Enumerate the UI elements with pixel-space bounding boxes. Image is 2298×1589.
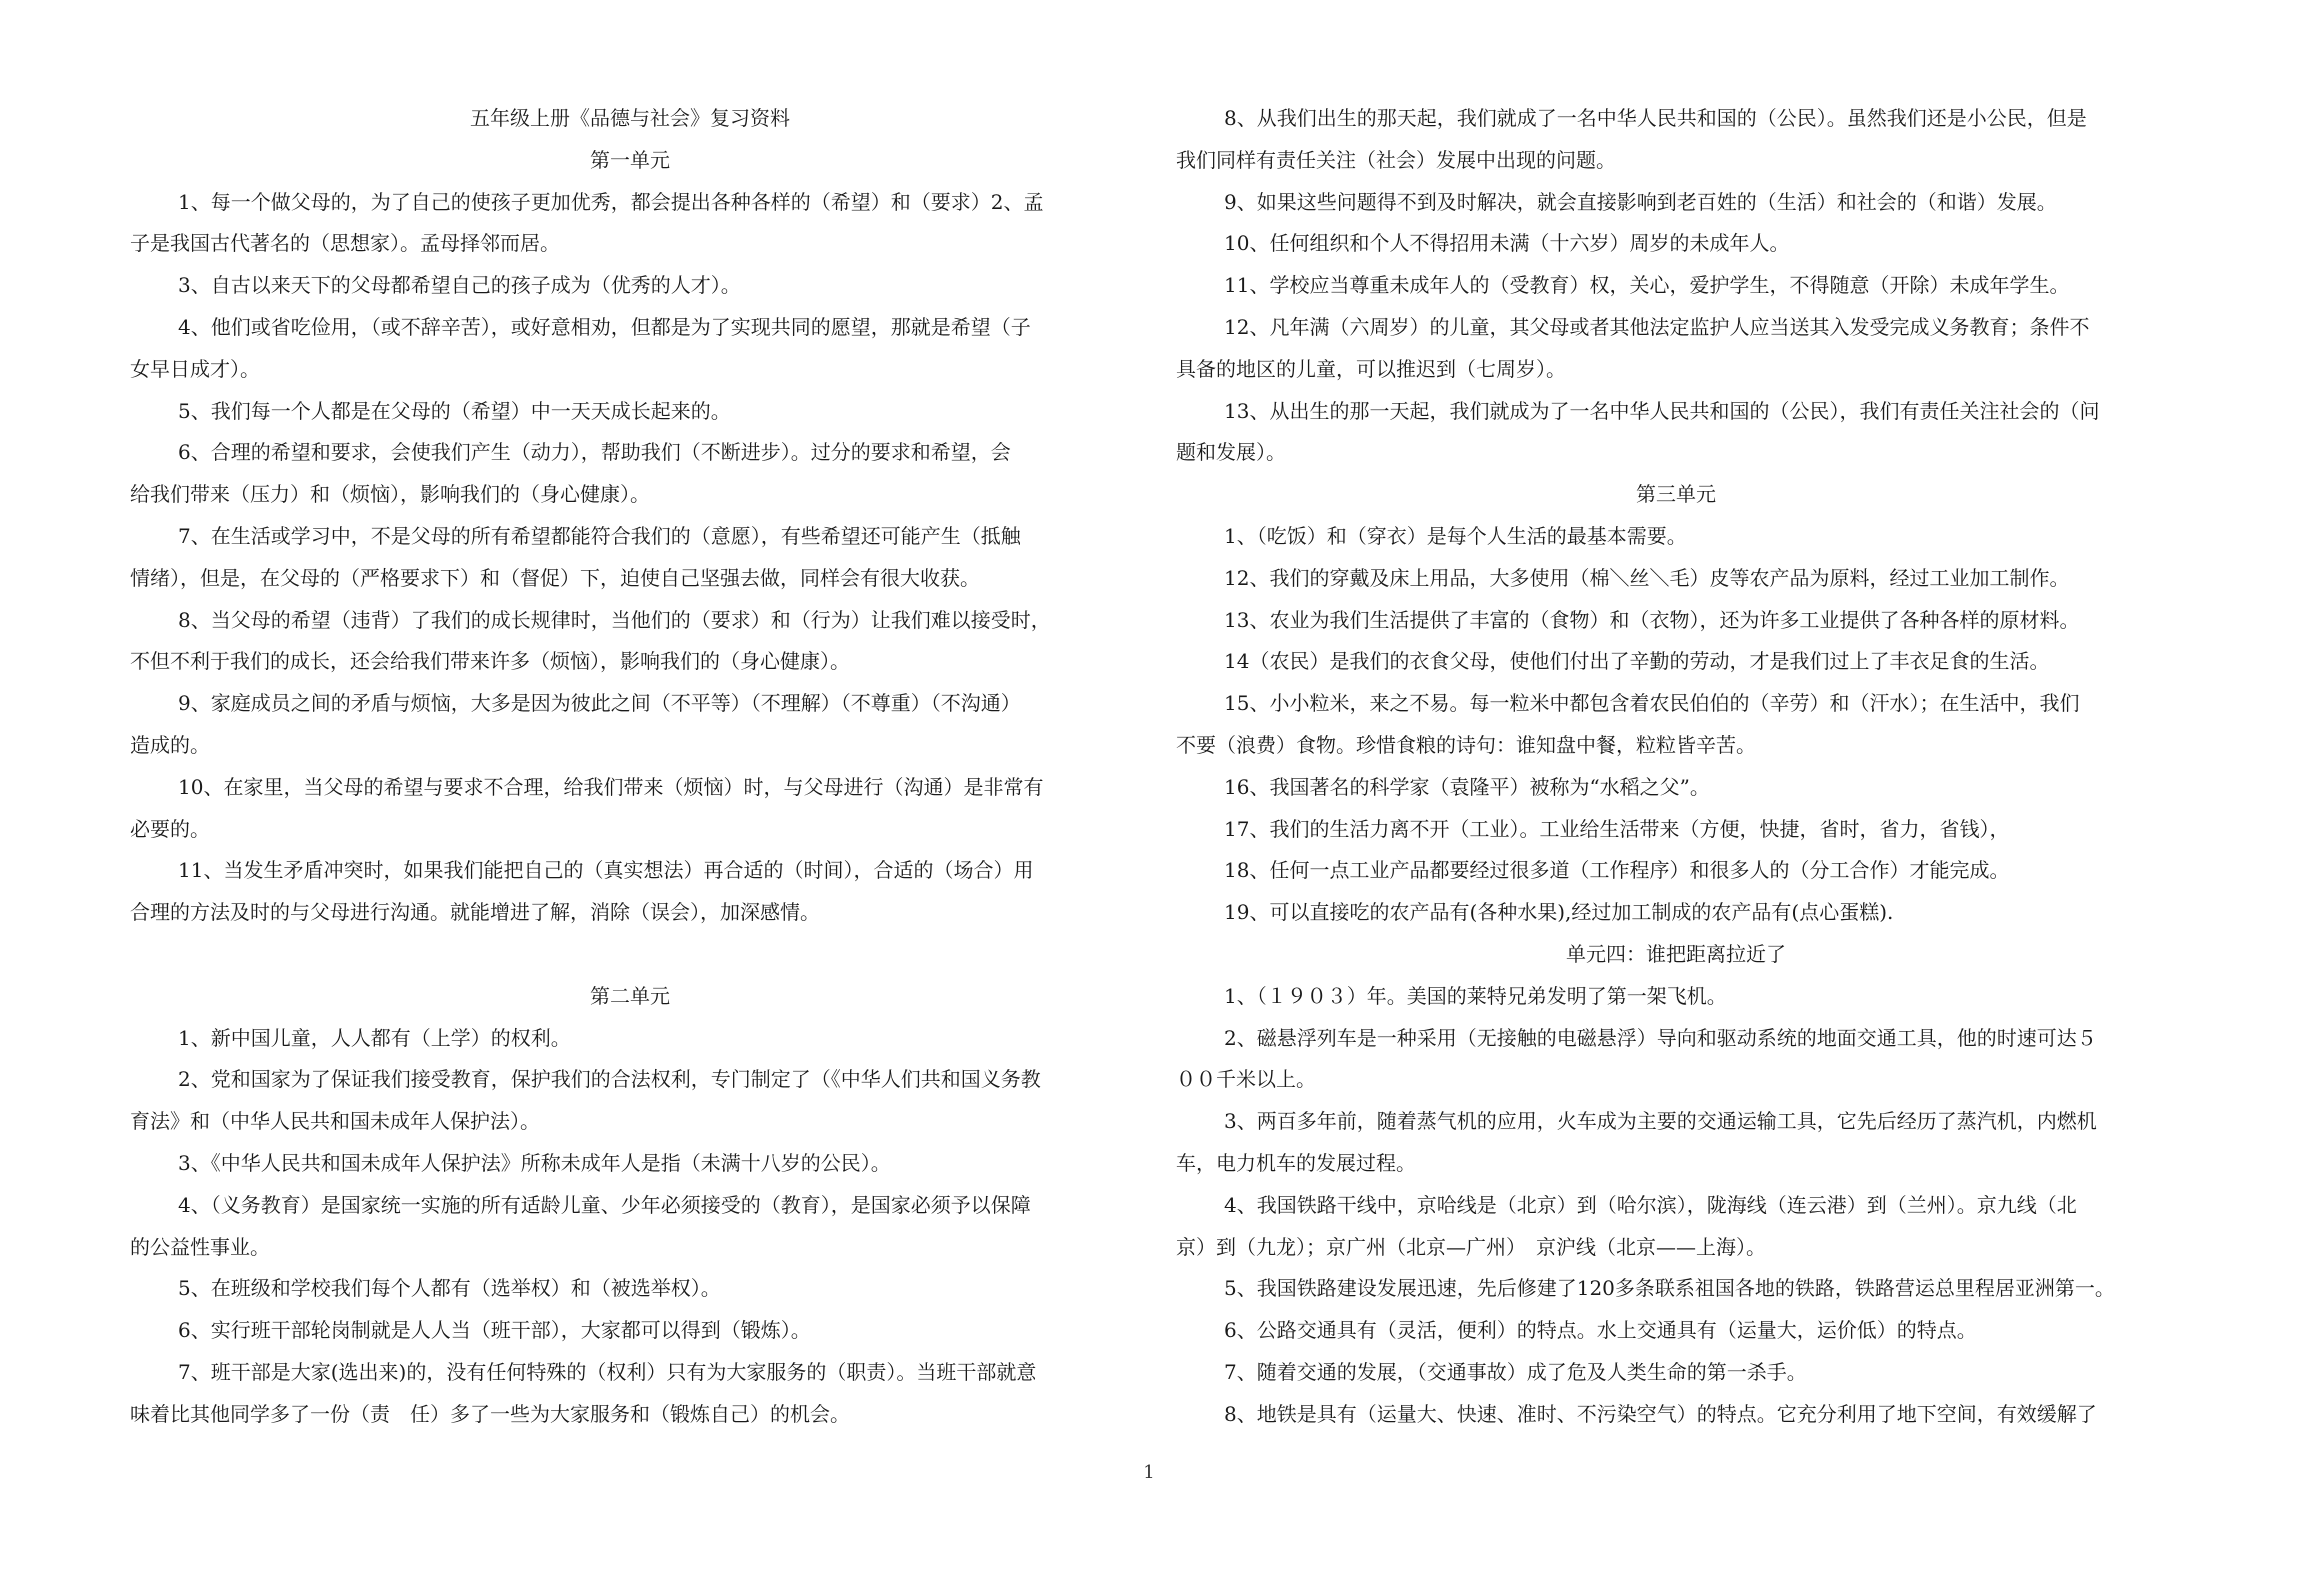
text-line: 不要（浪费）食物。珍惜食粮的诗句：谁知盘中餐，粒粒皆辛苦。 (1176, 732, 1756, 757)
text-line: 19、可以直接吃的农产品有(各种水果),经过加工制成的农产品有(点心蛋糕). (1224, 900, 1894, 925)
text-line: 1、（１９０３）年。美国的莱特兄弟发明了第一架飞机。 (1224, 983, 1727, 1008)
text-line: 9、家庭成员之间的矛盾与烦恼，大多是因为彼此之间（不平等）（不理解）（不尊重）（不沟通） (178, 691, 1021, 716)
text-line: 不但不利于我们的成长，还会给我们带来许多（烦恼），影响我们的（身心健康）。 (130, 649, 850, 674)
text-line: 车，电力机车的发展过程。 (1176, 1150, 1416, 1175)
text-line: 育法》和（中华人民共和国未成年人保护法）。 (130, 1109, 540, 1134)
text-line: 11、学校应当尊重未成年人的（受教育）权，关心，爱护学生，不得随意（开除）未成年学生。 (1224, 273, 2070, 298)
text-line: 12、凡年满（六周岁）的儿童，其父母或者其他法定监护人应当送其入发受完成义务教育；条件不 (1224, 314, 2090, 339)
text-line: ００千米以上。 (1176, 1067, 1316, 1092)
text-line: 10、在家里，当父母的希望与要求不合理，给我们带来（烦恼）时，与父母进行（沟通）是非常有 (178, 774, 1044, 799)
section-heading: 五年级上册《品德与社会》复习资料 (470, 106, 790, 130)
text-line: 9、如果这些问题得不到及时解决，就会直接影响到老百姓的（生活）和社会的（和谐）发展。 (1224, 189, 2057, 214)
text-line: 6、合理的希望和要求，会使我们产生（动力），帮助我们（不断进步）。过分的要求和希望，会 (178, 440, 1011, 465)
section-heading: 第三单元 (1636, 482, 1716, 507)
text-line: 6、实行班干部轮岗制就是人人当（班干部），大家都可以得到（锻炼）。 (178, 1318, 811, 1343)
text-line: 3、自古以来天下的父母都希望自己的孩子成为（优秀的人才）。 (178, 273, 741, 298)
text-line: 4、（义务教育）是国家统一实施的所有适龄儿童、少年必须接受的（教育），是国家必须予以保障 (178, 1192, 1031, 1217)
text-line: 7、在生活或学习中，不是父母的所有希望都能符合我们的（意愿），有些希望还可能产生（抵触 (178, 523, 1021, 548)
text-line: 18、任何一点工业产品都要经过很多道（工作程序）和很多人的（分工合作）才能完成。 (1224, 858, 2010, 883)
text-line: 题和发展）。 (1176, 440, 1286, 465)
text-line: 京）到（九龙）；京广州（北京—广州） 京沪线（北京——上海）。 (1176, 1234, 1766, 1259)
text-line: 8、当父母的希望（违背）了我们的成长规律时，当他们的（要求）和（行为）让我们难以接受时， (178, 607, 1051, 632)
text-line: 13、从出生的那一天起，我们就成为了一名中华人民共和国的（公民），我们有责任关注社会的（问 (1224, 398, 2100, 423)
text-line: 12、我们的穿戴及床上用品，大多使用（棉＼丝＼毛）皮等农产品为原料，经过工业加工制作。 (1224, 565, 2070, 590)
text-line: 2、党和国家为了保证我们接受教育，保护我们的合法权利，专门制定了（《中华人们共和国义务教 (178, 1067, 1041, 1092)
text-line: 4、我国铁路干线中，京哈线是（北京）到（哈尔滨），陇海线（连云港）到（兰州）。京九线（北 (1224, 1192, 2077, 1217)
text-line: 4、他们或省吃俭用，（或不辞辛苦），或好意相劝，但都是为了实现共同的愿望，那就是希望（子 (178, 314, 1031, 339)
text-line: 合理的方法及时的与父母进行沟通。就能增进了解，消除（误会），加深感情。 (130, 900, 820, 925)
left-column (130, 98, 1130, 1436)
text-line: 子是我国古代著名的（思想家）。孟母择邻而居。 (130, 231, 560, 256)
text-line: 15、小小粒米，来之不易。每一粒米中都包含着农民伯伯的（辛劳）和（汗水）；在生活中，我们 (1224, 691, 2080, 716)
text-line: 的公益性事业。 (130, 1234, 270, 1259)
text-line: 7、随着交通的发展，（交通事故）成了危及人类生命的第一杀手。 (1224, 1359, 1807, 1384)
text-line: 情绪），但是，在父母的（严格要求下）和（督促）下，迫使自己坚强去做，同样会有很大收获。 (130, 565, 980, 590)
text-line: 16、我国著名的科学家（袁隆平）被称为“水稻之父”。 (1224, 774, 1710, 799)
right-column (1176, 98, 2176, 1436)
text-line: 5、在班级和学校我们每个人都有（选举权）和（被选举权）。 (178, 1276, 721, 1301)
text-line: 给我们带来（压力）和（烦恼），影响我们的（身心健康）。 (130, 482, 650, 507)
text-line: 10、任何组织和个人不得招用未满（十六岁）周岁的未成年人。 (1224, 231, 1790, 256)
text-line: 1、新中国儿童，人人都有（上学）的权利。 (178, 1025, 571, 1050)
text-line: 7、班干部是大家(选出来)的，没有任何特殊的（权利）只有为大家服务的（职责）。当班干部就意 (178, 1359, 1037, 1384)
text-line: 13、农业为我们生活提供了丰富的（食物）和（衣物），还为许多工业提供了各种各样的原材料。 (1224, 607, 2080, 632)
text-line: 1、每一个做父母的，为了自己的使孩子更加优秀，都会提出各种各样的（希望）和（要求）2、孟 (178, 189, 1044, 214)
text-line: 3、《中华人民共和国未成年人保护法》所称未成年人是指（未满十八岁的公民）。 (178, 1150, 891, 1175)
text-line: 8、地铁是具有（运量大、快速、准时、不污染空气）的特点。它充分利用了地下空间，有效缓解了 (1224, 1401, 2097, 1426)
text-line: 11、当发生矛盾冲突时，如果我们能把自己的（真实想法）再合适的（时间），合适的（场合）用 (178, 858, 1034, 883)
section-heading: 单元四：谁把距离拉近了 (1566, 941, 1786, 966)
text-line: 味着比其他同学多了一份（责 任）多了一些为大家服务和（锻炼自己）的机会。 (130, 1401, 850, 1426)
text-line: 5、我国铁路建设发展迅速，先后修建了120多条联系祖国各地的铁路，铁路营运总里程居亚洲第一。 (1224, 1276, 2115, 1301)
text-line: 2、磁悬浮列车是一种采用（无接触的电磁悬浮）导向和驱动系统的地面交通工具，他的时速可达５ (1224, 1025, 2097, 1050)
text-line: 17、我们的生活力离不开（工业）。工业给生活带来（方便，快捷，省时，省力，省钱）， (1224, 816, 2010, 841)
text-line: 14（农民）是我们的衣食父母，使他们付出了辛勤的劳动，才是我们过上了丰衣足食的生活。 (1224, 649, 2050, 674)
page-number: 1 (1143, 1462, 1155, 1483)
text-line: 3、两百多年前，随着蒸气机的应用，火车成为主要的交通运输工具，它先后经历了蒸汽机，内燃机 (1224, 1109, 2097, 1134)
text-line: 1、（吃饭）和（穿衣）是每个人生活的最基本需要。 (1224, 523, 1687, 548)
blank-line (130, 934, 1130, 976)
text-line: 女早日成才）。 (130, 356, 260, 381)
section-heading: 第一单元 (590, 147, 670, 172)
text-line: 8、从我们出生的那天起，我们就成了一名中华人民共和国的（公民）。虽然我们还是小公民，但是 (1224, 106, 2087, 130)
text-line: 6、公路交通具有（灵活，便利）的特点。水上交通具有（运量大，运价低）的特点。 (1224, 1318, 1977, 1343)
text-line: 造成的。 (130, 732, 210, 757)
text-line: 必要的。 (130, 816, 210, 841)
section-heading: 第二单元 (590, 983, 670, 1008)
text-line: 5、我们每一个人都是在父母的（希望）中一天天成长起来的。 (178, 398, 731, 423)
text-line: 具备的地区的儿童，可以推迟到（七周岁）。 (1176, 356, 1566, 381)
text-line: 我们同样有责任关注（社会）发展中出现的问题。 (1176, 147, 1616, 172)
